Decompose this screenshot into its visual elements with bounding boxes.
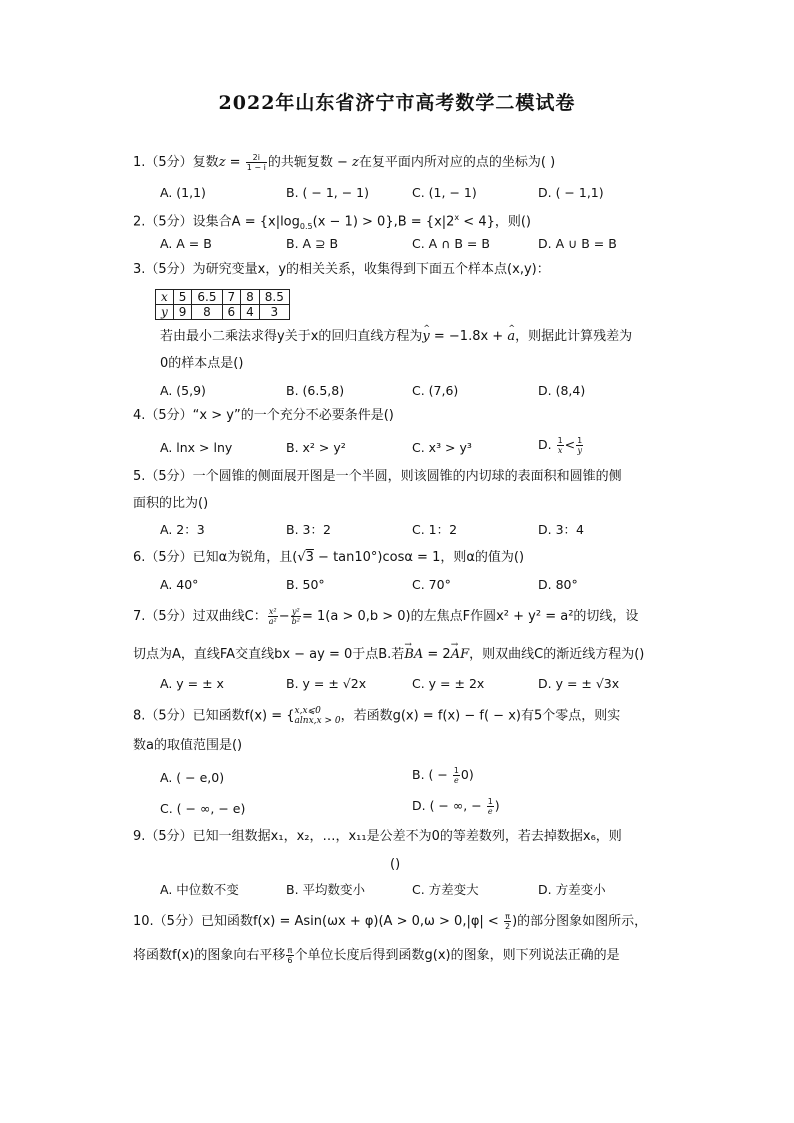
table-cell: 8: [241, 290, 260, 305]
table-row: [156, 290, 290, 305]
q3-option-c: C. (7,6): [412, 383, 459, 398]
question-3-stem: 3.（5分）为研究变量x，y的相关关系，收集得到下面五个样本点(x,y)：: [133, 262, 550, 277]
q8-option-c: C. ( − ∞, − e): [160, 801, 246, 816]
q8-option-d: D. ( − ∞, − $\frac{1}{e}$ ): [412, 797, 500, 816]
question-4-stem: 4.（5分）“x > y”的一个充分不必要条件是(): [133, 408, 394, 423]
table-cell: y: [156, 305, 174, 320]
q4-option-b: B. x² > y²: [286, 440, 346, 455]
q5-option-a: A. 2：3: [160, 522, 205, 537]
q5-option-b: B. 3：2: [286, 522, 331, 537]
q5-option-c: C. 1：2: [412, 522, 458, 537]
table-cell: x: [156, 290, 174, 305]
table-cell: 3: [259, 305, 289, 320]
fraction: $\frac{\text{x²}}{\text{a²}}$: [268, 607, 277, 626]
q7-option-b: B. y = ± √2x: [286, 676, 367, 691]
q4-option-a: A. lnx > lny: [160, 440, 233, 455]
question-5-line-1: 5.（5分）一个圆锥的侧面展开图是一个半圆，则该圆锥的内切球的表面积和圆锥的侧: [133, 469, 622, 484]
fraction: $\frac{1}{y}$: [577, 436, 583, 455]
question-8-line-1: 8.（5分）已知函数f(x) = { x,x⩽0 alnx,x > 0 ，若函数g(x) = f(x) − f( − x)有5个零点，则实: [133, 706, 621, 726]
question-9-line-1: 9.（5分）已知一组数据x₁，x₂，…，x₁₁是公差不为0的等差数列，若去掉数据x₆，则: [133, 829, 622, 844]
fraction: $\frac{\pi}{6}$: [287, 946, 293, 965]
q2-option-a: A. A = B: [160, 236, 212, 251]
q6-option-a: A. 40°: [160, 577, 199, 592]
question-7-line-2: 切点为A，直线FA交直线bx − ay = 0于点B.若→ BA = 2→ AF，则双曲线C的渐近线方程为(): [133, 647, 644, 663]
q5-option-d: D. 3：4: [538, 522, 584, 537]
q7-option-a: A. y = ± x: [160, 676, 224, 691]
page-title: 2022年山东省济宁市高考数学二模试卷: [218, 92, 576, 114]
q1-option-b: B. ( − 1, − 1): [286, 185, 369, 200]
question-3-line-3: 0的样本点是(): [160, 356, 244, 371]
q9-option-a: A. 中位数不变: [160, 882, 239, 897]
q4-option-d: D. $\frac{1}{x}$ < $\frac{1}{y}$: [538, 436, 583, 455]
q2-option-b: B. A ⊇ B: [286, 236, 339, 251]
table-cell: 5: [173, 290, 192, 305]
q6-option-c: C. 70°: [412, 577, 451, 592]
sample-table: [155, 289, 290, 320]
fraction: $\frac{1}{e}$: [453, 766, 459, 785]
q1-option-d: D. ( − 1,1): [538, 185, 604, 200]
table-row: [156, 305, 290, 320]
fraction: $\frac{\text{y²}}{\text{b²}}$: [291, 607, 300, 626]
q4-option-c: C. x³ > y³: [412, 440, 472, 455]
q7-option-d: D. y = ± √3x: [538, 676, 620, 691]
table-cell: 9: [173, 305, 192, 320]
q3-option-b: B. (6.5,8): [286, 383, 345, 398]
table-cell: 7: [222, 290, 241, 305]
table-cell: 8: [192, 305, 222, 320]
q9-option-b: B. 平均数变小: [286, 882, 366, 897]
table-cell: 6.5: [192, 290, 222, 305]
q8-option-b: B. ( − $\frac{1}{e}$ 0): [412, 766, 474, 785]
q3-option-d: D. (8,4): [538, 383, 586, 398]
question-6-stem: 6.（5分）已知α为锐角，且(√3 − tan10°)cosα = 1，则α的值为(): [133, 550, 525, 565]
table-cell: 4: [241, 305, 260, 320]
q1-option-a: A. (1,1): [160, 185, 206, 200]
q2-option-c: C. A ∩ B = B: [412, 236, 490, 251]
question-10-line-2: 将函数f(x)的图象向右平移 $\frac{\pi}{6}$ 个单位长度后得到函数g(x)的图象，则下列说法正确的是: [133, 946, 620, 965]
piecewise-cases: x,x⩽0 alnx,x > 0: [294, 706, 341, 726]
question-7-line-1: 7.（5分）过双曲线C： $\frac{\text{x²}}{\text{a²}}$ − $\frac{\text{y²}}{\text{b²}}$ = 1(a > 0,b > 0)的左焦点F作圆x² + y² = a²的切线，设: [133, 607, 639, 626]
q9-option-d: D. 方差变小: [538, 882, 606, 897]
q8-option-a: A. ( − e,0): [160, 770, 225, 785]
fraction: $\frac{1}{e}$: [487, 797, 493, 816]
q2-option-d: D. A ∪ B = B: [538, 236, 617, 251]
q6-option-d: D. 80°: [538, 577, 578, 592]
question-3-line-2: 若由最小二乘法求得y关于x的回归直线方程为^ y = −1.8x + ^ a，则据此计算残差为: [160, 329, 632, 345]
fraction: $\frac{\pi}{2}$: [504, 912, 511, 931]
table-cell: 8.5: [259, 290, 289, 305]
question-5-line-2: 面积的比为(): [133, 496, 209, 511]
q3-option-a: A. (5,9): [160, 383, 206, 398]
q6-option-b: B. 50°: [286, 577, 325, 592]
q9-option-c: C. 方差变大: [412, 882, 479, 897]
question-10-line-1: 10.（5分）已知函数f(x) = Asin(ωx + φ)(A > 0,ω > 0,|φ| < $\frac{\pi}{2}$ )的部分图象如图所示，: [133, 912, 648, 931]
q1-option-c: C. (1, − 1): [412, 185, 477, 200]
question-2-stem: 2.（5分）设集合$A = \{x|\log_{0.5}(x - 1) > 0\},B = \{x|2^x < 4\}$，则(): [133, 213, 531, 231]
question-8-line-2: 数a的取值范围是(): [133, 738, 243, 753]
question-9-line-2: (): [390, 857, 401, 872]
q7-option-c: C. y = ± 2x: [412, 676, 485, 691]
question-1-stem: 1.（5分）复数z = $\frac{2i}{1 - i}$ 的共轭复数 − z在复平面内所对应的点的坐标为( ): [133, 153, 556, 172]
fraction: $\frac{2i}{1 - i}$: [246, 153, 266, 172]
table-cell: 6: [222, 305, 241, 320]
fraction: $\frac{1}{x}$: [557, 436, 563, 455]
